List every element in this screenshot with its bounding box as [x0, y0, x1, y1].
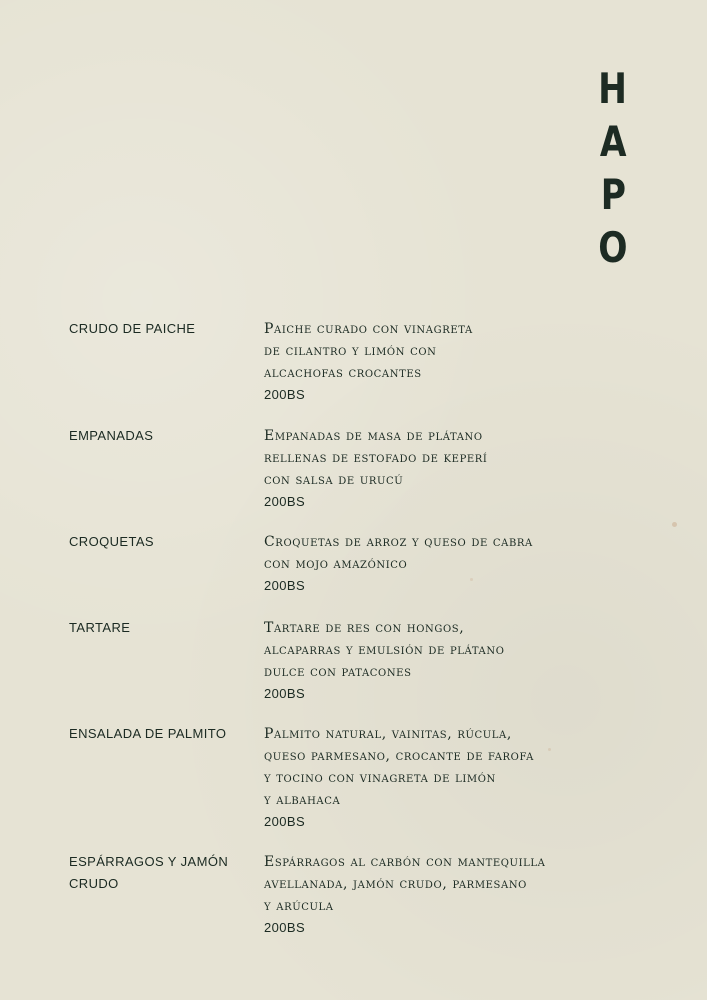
- description-line: con salsa de urucú: [264, 472, 404, 488]
- item-name: CRUDO DE PAICHE: [69, 321, 196, 336]
- description-line: Croquetas de arroz y queso de cabra: [264, 534, 533, 550]
- item-description: [264, 617, 564, 705]
- logo-letter: O: [598, 223, 628, 272]
- item-price: 200BS: [264, 387, 306, 402]
- description-line: de cilantro y limón con: [264, 343, 437, 359]
- description-line: avellanada, jamón crudo, parmesano: [264, 876, 527, 892]
- item-description: [264, 531, 564, 597]
- description-line: Paiche curado con vinagreta: [264, 321, 473, 337]
- description-line: Empanadas de masa de plátano: [264, 428, 483, 444]
- item-price: 200BS: [264, 494, 306, 509]
- item-description: [264, 425, 564, 513]
- item-price: 200BS: [264, 686, 306, 701]
- description-line: rellenas de estofado de keperí: [264, 450, 488, 466]
- item-name: ENSALADA DE PALMITO: [69, 726, 227, 741]
- logo-letter: H: [598, 64, 628, 113]
- logo-letter: A: [599, 117, 627, 166]
- item-name-line: CRUDO: [69, 876, 119, 891]
- description-line: queso parmesano, crocante de farofa: [264, 748, 534, 764]
- description-line: alcachofas crocantes: [264, 365, 422, 381]
- item-name: TARTARE: [69, 620, 131, 635]
- description-line: y tocino con vinagreta de limón: [264, 770, 496, 786]
- description-line: dulce con patacones: [264, 664, 412, 680]
- item-price: 200BS: [264, 814, 306, 829]
- description-line: Palmito natural, vainitas, rúcula,: [264, 726, 512, 742]
- brand-logo: [590, 62, 636, 274]
- description-line: Espárragos al carbón con mantequilla: [264, 854, 546, 870]
- logo-letter: P: [600, 170, 626, 219]
- item-description: [264, 318, 564, 406]
- item-description: [264, 851, 564, 939]
- item-price: 200BS: [264, 578, 306, 593]
- description-line: con mojo amazónico: [264, 556, 408, 572]
- item-name: [69, 851, 244, 895]
- item-name: EMPANADAS: [69, 428, 154, 443]
- item-name-line: ESPÁRRAGOS Y JAMÓN: [69, 854, 229, 869]
- description-line: Tartare de res con hongos,: [264, 620, 465, 636]
- item-name: CROQUETAS: [69, 534, 154, 549]
- description-line: y albahaca: [264, 792, 341, 808]
- description-line: alcaparras y emulsión de plátano: [264, 642, 505, 658]
- item-price: 200BS: [264, 920, 306, 935]
- item-description: [264, 723, 564, 833]
- description-line: y arúcula: [264, 898, 334, 914]
- paper-speck: [672, 522, 677, 527]
